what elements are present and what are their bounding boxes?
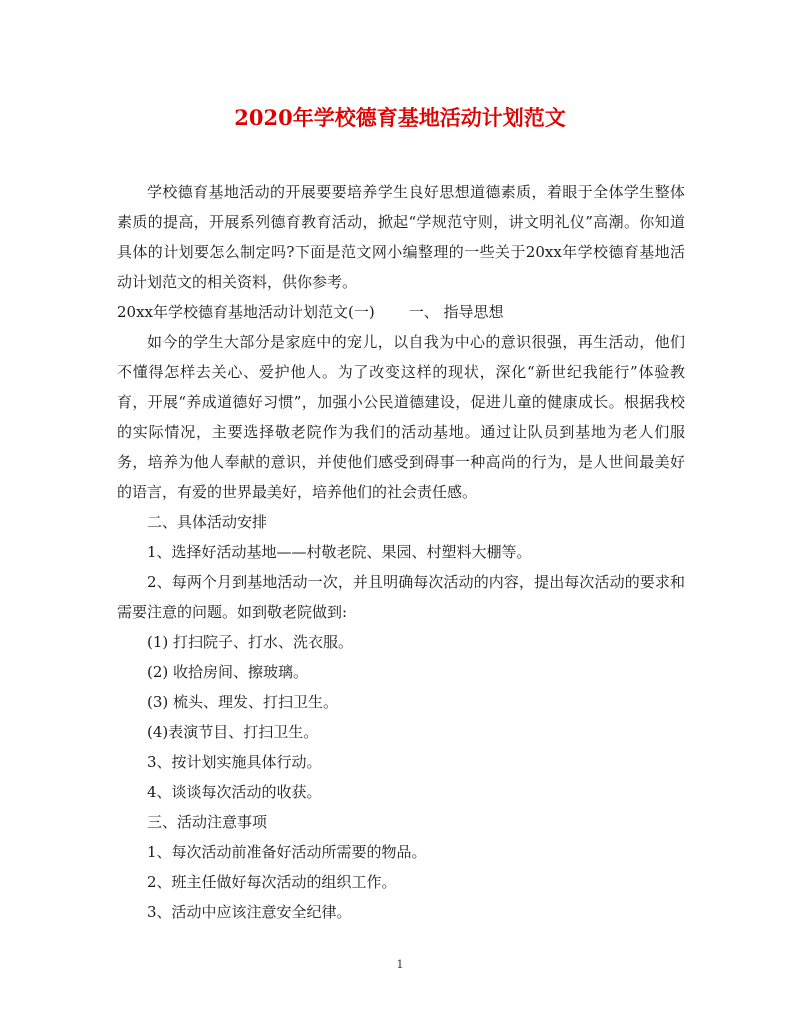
page-title: 2020年学校德育基地活动计划范文 [234,105,566,130]
sub-list-item: (4)表演节目、打扫卫生。 [147,723,319,741]
list-item: 3、活动中应该注意安全纪律。 [147,903,352,921]
list-item: 4、谈谈每次活动的收获。 [147,783,322,801]
list-item: 1、每次活动前准备好活动所需要的物品。 [147,843,427,861]
sub-list-item: (1) 打扫院子、打水、洗衣服。 [147,633,354,651]
sub-list-item: (3) 梳头、理发、打扫卫生。 [147,693,339,711]
section-heading-guiding: 一、 指导思想 [408,303,504,321]
document-body [117,177,685,927]
page-number: 1 [396,958,404,971]
list-item: 2、班主任做好每次活动的组织工作。 [147,873,397,891]
section-label: 20xx年学校德育基地活动计划范文(一) [117,303,375,321]
section-heading-notes: 三、活动注意事项 [147,813,268,831]
intro-paragraph: 学校德育基地活动的开展要要培养学生良好思想道德素质，着眼于全体学生整体素质的提高，开展系列德育教育活动，掀起“学规范守则，讲文明礼仪”高潮。你知道具体的计划要怎么制定吗?下面是范文网小编整理的一些关于20xx年学校德育基地活动计划范文的相关资料，供你参考。 [117,183,685,291]
list-item: 3、按计划实施具体行动。 [147,753,322,771]
list-item: 2、每两个月到基地活动一次，并且明确每次活动的内容，提出每次活动的要求和需要注意的问题。如到敬老院做到: [117,573,685,621]
guiding-paragraph: 如今的学生大部分是家庭中的宠儿，以自我为中心的意识很强，再生活动，他们不懂得怎样去关心、爱护他人。为了改变这样的现状，深化“新世纪我能行”体验教育，开展“养成道德好习惯”，加强小公民道德建设，促进儿童的健康成长。根据我校的实际情况，主要选择敬老院作为我们的活动基地。通过让队员到基地为老人们服务，培养为他人奉献的意识，并使他们感受到碍事一种高尚的行为，是人世间最美好的语言，有爱的世界最美好，培养他们的社会责任感。 [117,333,685,501]
section-line [117,297,685,327]
list-item: 1、选择好活动基地——村敬老院、果园、村塑料大棚等。 [147,543,532,561]
sub-list-item: (2) 收拾房间、擦玻璃。 [147,663,309,681]
section-heading-arrangement: 二、具体活动安排 [147,513,268,531]
